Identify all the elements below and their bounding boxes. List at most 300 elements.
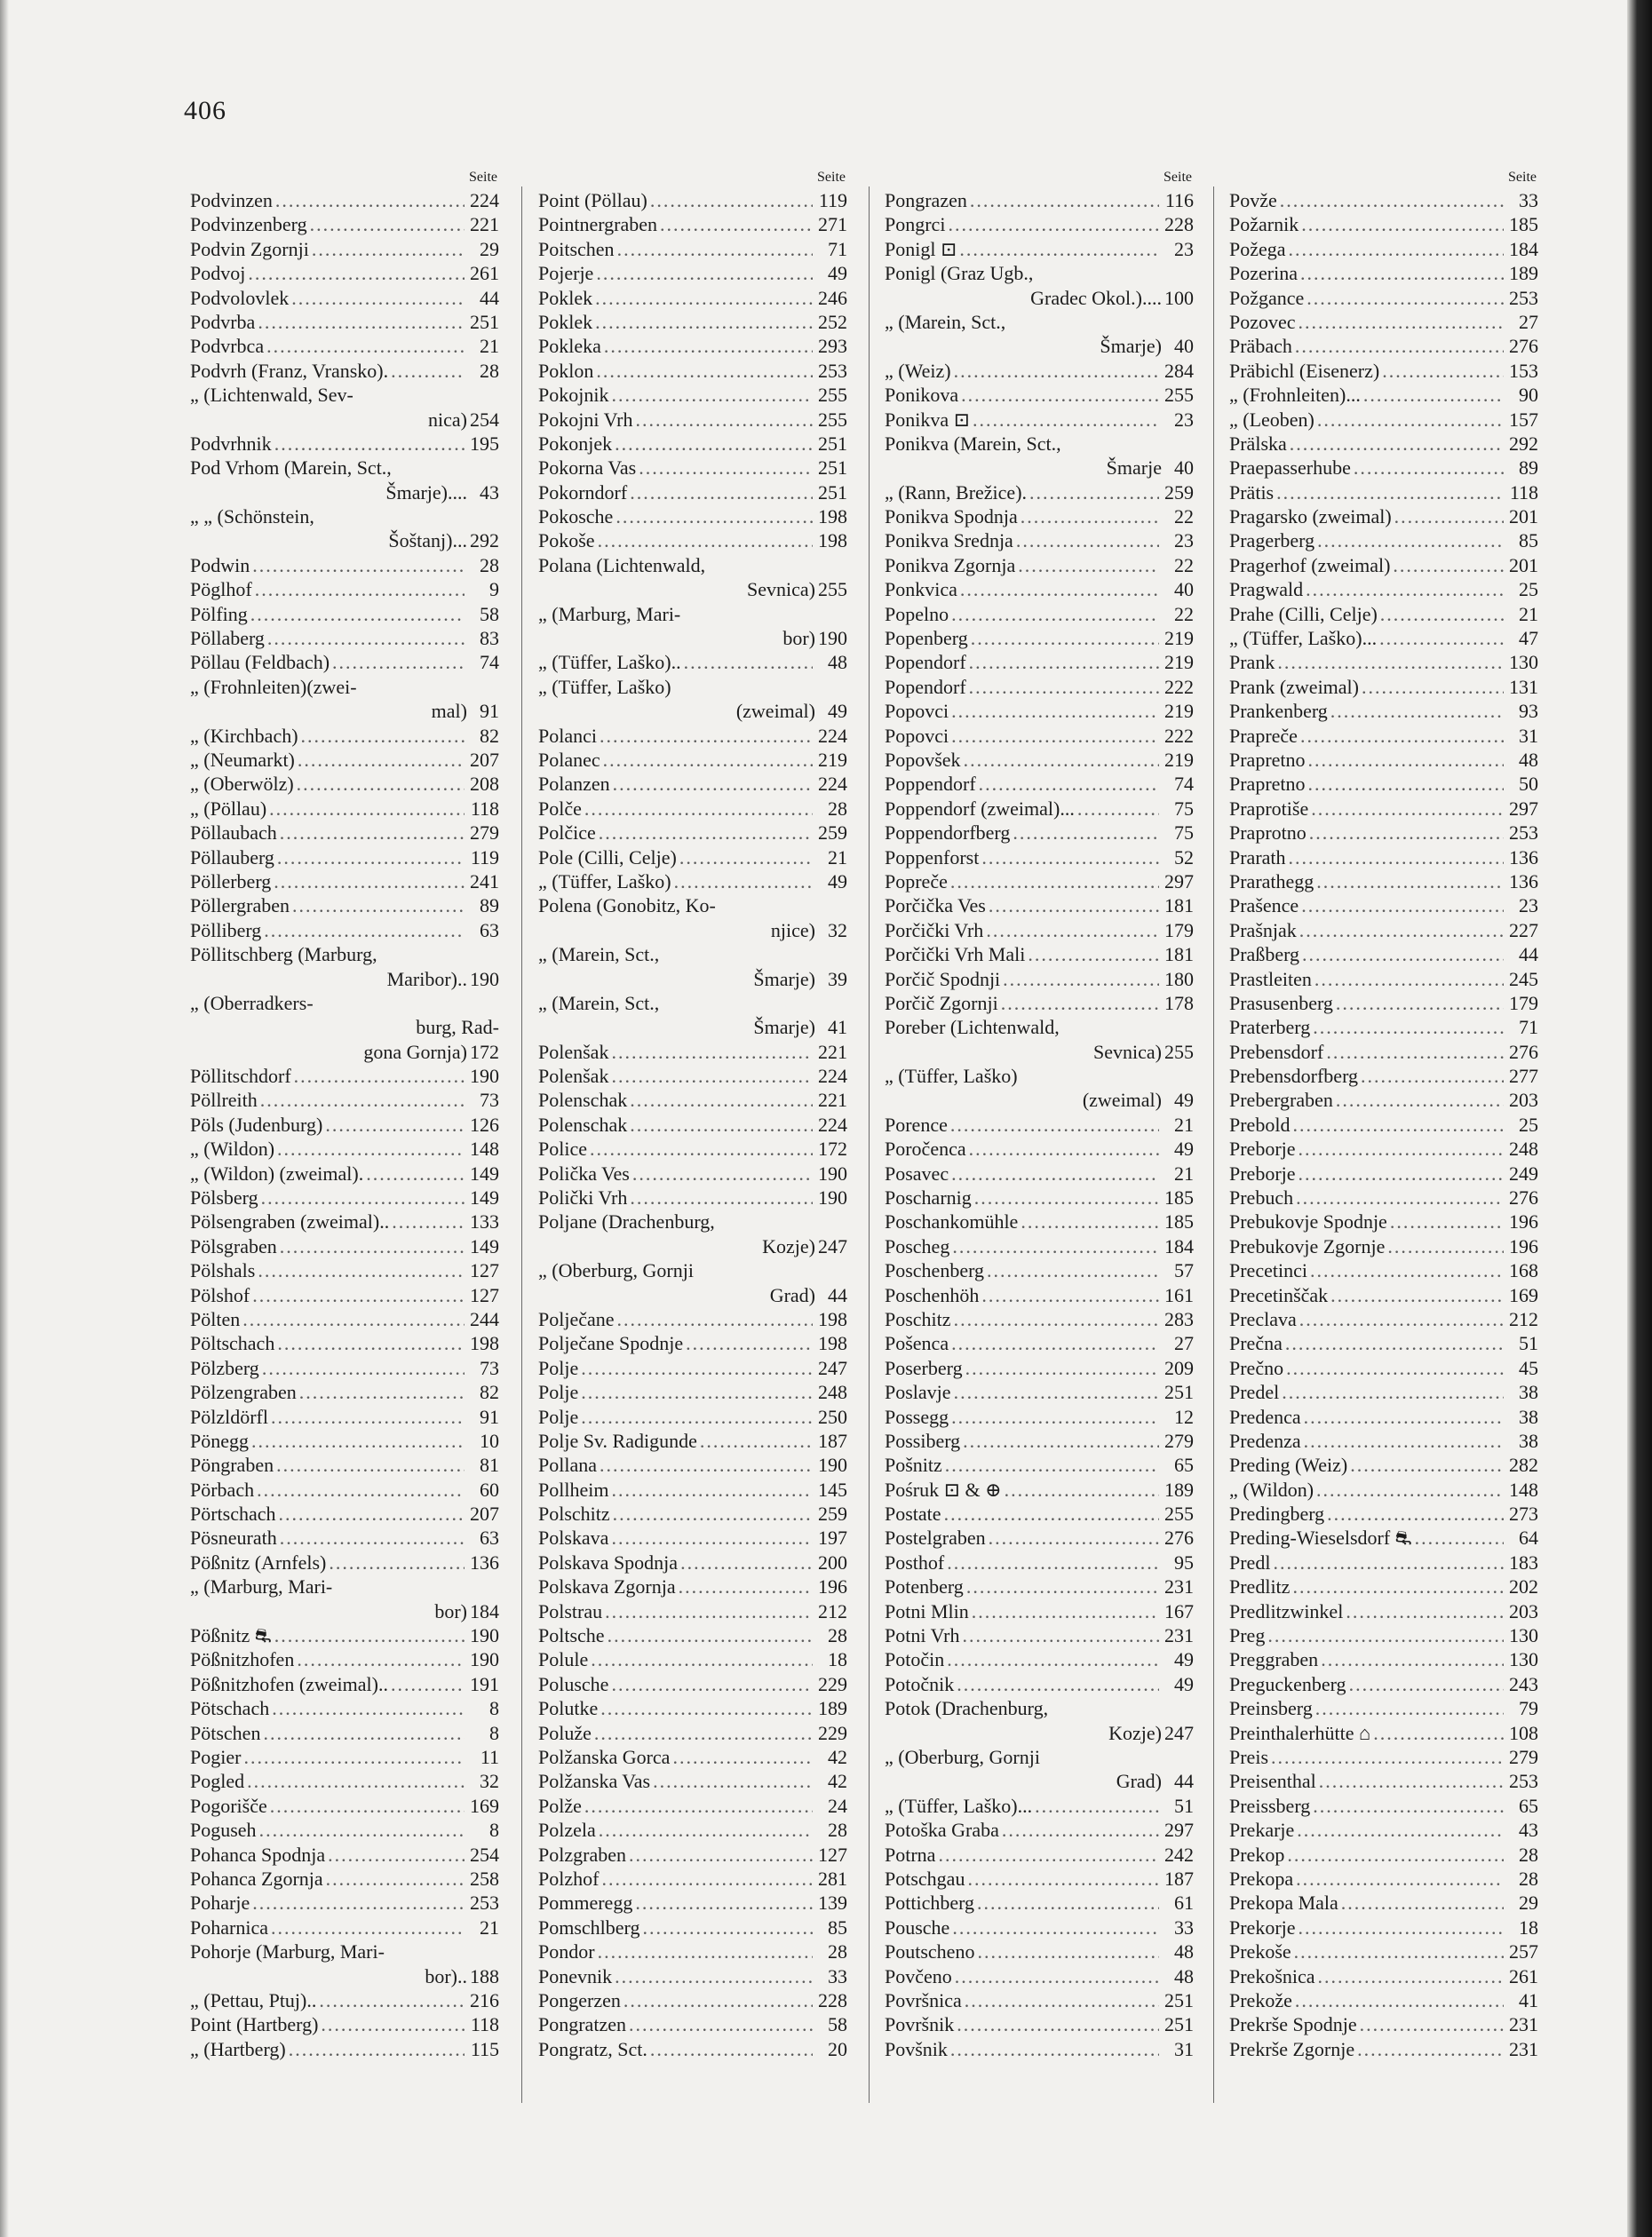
entry-name: Prečna bbox=[1229, 1332, 1283, 1355]
entry-page: 57 bbox=[1174, 1259, 1194, 1282]
leader-dots bbox=[961, 383, 1159, 407]
leader-dots bbox=[639, 456, 813, 480]
entry-page: 8 bbox=[489, 1819, 499, 1842]
entry-name: Prekorje bbox=[1229, 1916, 1296, 1939]
entry-name: „ (Neumarkt) bbox=[190, 748, 295, 771]
entry-page: 271 bbox=[818, 213, 847, 236]
leader-dots bbox=[700, 1429, 813, 1453]
index-entry bbox=[885, 1210, 1194, 1234]
index-entry bbox=[190, 408, 499, 432]
index-column-4 bbox=[1229, 167, 1538, 2061]
entry-name: Praprotiše bbox=[1229, 797, 1309, 820]
leader-dots bbox=[242, 1307, 465, 1331]
index-entry bbox=[190, 456, 499, 480]
leader-dots bbox=[1336, 1088, 1504, 1112]
leader-dots bbox=[650, 2037, 813, 2061]
entry-name: Polje bbox=[538, 1381, 579, 1404]
entry-page: 201 bbox=[1509, 505, 1538, 528]
entry-name: Possegg bbox=[885, 1405, 949, 1428]
entry-name: Potrna bbox=[885, 1843, 936, 1866]
leader-dots bbox=[1301, 212, 1504, 236]
index-entry bbox=[190, 237, 499, 261]
leader-dots bbox=[1300, 724, 1504, 748]
entry-page: 126 bbox=[470, 1113, 499, 1136]
leader-dots bbox=[275, 188, 465, 212]
index-entry bbox=[885, 869, 1194, 893]
leader-dots bbox=[1021, 1210, 1159, 1234]
entry-page: 22 bbox=[1174, 505, 1194, 528]
index-entry bbox=[190, 1647, 499, 1671]
entry-name: Prečno bbox=[1229, 1356, 1284, 1379]
entry-page: 247 bbox=[818, 1234, 847, 1257]
leader-dots bbox=[969, 650, 1159, 674]
leader-dots bbox=[1299, 1916, 1504, 1940]
entry-name: Pragerhof (zweimal) bbox=[1229, 553, 1391, 576]
entry-name: Pozerina bbox=[1229, 262, 1298, 285]
index-entry bbox=[538, 237, 847, 261]
leader-dots bbox=[604, 334, 813, 358]
index-entry bbox=[885, 893, 1194, 917]
leader-dots bbox=[1315, 1696, 1504, 1720]
entry-name: Pohorje (Marburg, Mari- bbox=[190, 1940, 385, 1963]
index-column-3 bbox=[885, 167, 1194, 2061]
leader-dots bbox=[277, 845, 465, 869]
leader-dots bbox=[1393, 553, 1504, 577]
entry-page: 38 bbox=[1519, 1405, 1538, 1428]
entry-name: Pöllitschberg (Marburg, bbox=[190, 943, 377, 966]
index-entry bbox=[538, 286, 847, 310]
leader-dots bbox=[960, 577, 1159, 601]
index-entry bbox=[190, 1210, 499, 1234]
index-entry bbox=[190, 1721, 499, 1745]
leader-dots bbox=[600, 724, 813, 748]
leader-dots bbox=[1267, 1623, 1504, 1647]
entry-page: 61 bbox=[1174, 1892, 1194, 1915]
leader-dots bbox=[1304, 1405, 1504, 1429]
index-entry bbox=[1229, 797, 1538, 821]
index-entry bbox=[1229, 310, 1538, 334]
entry-page: 100 bbox=[1164, 286, 1194, 309]
index-entry bbox=[1229, 1405, 1538, 1429]
index-entry bbox=[885, 212, 1194, 236]
leader-dots bbox=[952, 1234, 1159, 1258]
entry-page: 48 bbox=[1174, 1964, 1194, 1987]
leader-dots bbox=[584, 1794, 813, 1818]
index-entry bbox=[190, 602, 499, 626]
leader-dots bbox=[1285, 1331, 1504, 1355]
index-entry bbox=[1229, 1283, 1538, 1307]
leader-dots bbox=[1299, 310, 1504, 334]
index-entry bbox=[538, 1405, 847, 1429]
index-entry bbox=[538, 1599, 847, 1623]
leader-dots bbox=[630, 1113, 813, 1137]
entry-page: 283 bbox=[1164, 1307, 1194, 1330]
leader-dots bbox=[1035, 1794, 1159, 1818]
index-entry bbox=[885, 1818, 1194, 1842]
entry-name: Požgance bbox=[1229, 286, 1305, 309]
index-entry bbox=[1229, 650, 1538, 674]
entry-page: 243 bbox=[1509, 1672, 1538, 1695]
entry-name: Pole (Cilli, Celje) bbox=[538, 845, 677, 869]
index-entry bbox=[885, 1964, 1194, 1988]
index-entry bbox=[1229, 1988, 1538, 2012]
entry-name: Prekopa Mala bbox=[1229, 1892, 1338, 1915]
index-entry bbox=[1229, 1526, 1538, 1550]
leader-dots bbox=[276, 1453, 465, 1477]
entry-name: Porčič Spodnji bbox=[885, 967, 1001, 990]
leader-dots bbox=[259, 1818, 465, 1842]
leader-dots bbox=[945, 1453, 1159, 1477]
leader-dots bbox=[1390, 1210, 1504, 1234]
entry-page: 73 bbox=[480, 1089, 499, 1112]
index-entry bbox=[885, 650, 1194, 674]
entry-name: Pöllauberg bbox=[190, 845, 274, 869]
entry-name: Ponikva (Marein, Sct., bbox=[885, 432, 1061, 455]
leader-dots bbox=[297, 772, 465, 796]
entry-name: Pongrci bbox=[885, 213, 946, 236]
entry-page: 38 bbox=[1519, 1381, 1538, 1404]
entry-name: Pogier bbox=[190, 1746, 242, 1768]
entry-name: Preborje bbox=[1229, 1138, 1296, 1161]
entry-page: 191 bbox=[470, 1672, 499, 1695]
index-entry bbox=[1229, 1623, 1538, 1647]
entry-name: Pollheim bbox=[538, 1478, 609, 1501]
leader-dots bbox=[1321, 1647, 1504, 1671]
leader-dots bbox=[595, 310, 813, 334]
entry-name: Prank (zweimal) bbox=[1229, 675, 1359, 698]
leader-dots bbox=[608, 1623, 813, 1647]
entry-page: 219 bbox=[1164, 627, 1194, 650]
index-entry bbox=[538, 432, 847, 456]
entry-name: Prahe (Cilli, Celje) bbox=[1229, 602, 1378, 625]
leader-dots bbox=[1013, 821, 1159, 845]
index-entry bbox=[1229, 212, 1538, 236]
index-entry bbox=[190, 845, 499, 869]
leader-dots bbox=[611, 383, 813, 407]
entry-page: 44 bbox=[828, 1283, 847, 1306]
entry-name: Prapreče bbox=[1229, 724, 1298, 747]
entry-name: „ (Frohnleiten)(zwei- bbox=[190, 675, 357, 698]
index-entry bbox=[190, 286, 499, 310]
index-entry bbox=[538, 212, 847, 236]
index-entry bbox=[1229, 2012, 1538, 2036]
entry-page: 196 bbox=[1509, 1234, 1538, 1257]
entry-page: 91 bbox=[480, 1405, 499, 1428]
entry-page: 231 bbox=[1164, 1624, 1194, 1647]
entry-name: „ (Oberradkers- bbox=[190, 991, 314, 1014]
entry-name: „ (Pöllau) bbox=[190, 797, 267, 820]
entry-name: Pöllau (Feldbach) bbox=[190, 651, 330, 674]
index-entry bbox=[190, 772, 499, 796]
leader-dots bbox=[1313, 1794, 1504, 1818]
index-entry bbox=[190, 1405, 499, 1429]
entry-page: 251 bbox=[1164, 1381, 1194, 1404]
entry-page: 212 bbox=[1509, 1307, 1538, 1330]
index-entry bbox=[1229, 577, 1538, 601]
entry-name: „ (Tüffer, Laško) bbox=[538, 869, 671, 892]
entry-name: Pośruk ⊡ & ⊕ bbox=[885, 1478, 1002, 1501]
leader-dots bbox=[1360, 2012, 1504, 2036]
index-entry bbox=[190, 359, 499, 383]
index-entry bbox=[885, 1453, 1194, 1477]
entry-page: 22 bbox=[1174, 553, 1194, 576]
index-entry bbox=[538, 991, 847, 1015]
entry-page: 33 bbox=[828, 1964, 847, 1987]
index-entry bbox=[885, 1137, 1194, 1161]
leader-dots bbox=[599, 821, 813, 845]
index-entry bbox=[885, 261, 1194, 285]
entry-page: 255 bbox=[818, 384, 847, 407]
leader-dots bbox=[630, 1186, 813, 1210]
leader-dots bbox=[277, 1331, 465, 1355]
entry-name: Površnica bbox=[885, 1988, 962, 2011]
entry-name: „ (Rann, Brežice). bbox=[885, 480, 1028, 504]
entry-name: Poschitz bbox=[885, 1307, 951, 1330]
index-entry bbox=[885, 845, 1194, 869]
index-entry bbox=[190, 1113, 499, 1137]
entry-page: 297 bbox=[1164, 869, 1194, 892]
entry-page: 116 bbox=[1164, 189, 1194, 211]
index-entry bbox=[885, 553, 1194, 577]
seite-header: Seite bbox=[1164, 170, 1192, 185]
entry-page: 119 bbox=[470, 845, 499, 869]
leader-dots bbox=[1354, 456, 1504, 480]
entry-name: Ponikva Srednja bbox=[885, 529, 1013, 552]
entry-page: 71 bbox=[1519, 1016, 1538, 1039]
entry-page: 202 bbox=[1509, 1575, 1538, 1598]
entry-name: Prekarje bbox=[1229, 1819, 1295, 1842]
entry-page: 190 bbox=[470, 1065, 499, 1088]
index-entry bbox=[1229, 1210, 1538, 1234]
entry-name: Praprotno bbox=[1229, 821, 1307, 845]
index-entry bbox=[538, 1891, 847, 1915]
page-number: 406 bbox=[184, 96, 226, 125]
entry-page: 255 bbox=[1164, 1503, 1194, 1526]
index-entry bbox=[885, 1721, 1194, 1745]
entry-page: 276 bbox=[1509, 1186, 1538, 1210]
entry-name: Polschitz bbox=[538, 1503, 610, 1526]
index-entry bbox=[885, 699, 1194, 723]
leader-dots bbox=[332, 650, 465, 674]
entry-page: 115 bbox=[470, 2037, 499, 2060]
entry-page: 25 bbox=[1519, 1113, 1538, 1136]
entry-page: 259 bbox=[1164, 480, 1194, 504]
entry-name: Predl bbox=[1229, 1551, 1271, 1574]
index-entry bbox=[885, 1623, 1194, 1647]
entry-page: 207 bbox=[470, 1503, 499, 1526]
index-entry bbox=[1229, 1551, 1538, 1575]
entry-name: Pöllreith bbox=[190, 1089, 258, 1112]
entry-name: Kozje) bbox=[1108, 1721, 1162, 1744]
entry-page: 71 bbox=[828, 237, 847, 260]
index-entry bbox=[1229, 1843, 1538, 1867]
index-entry bbox=[1229, 456, 1538, 480]
leader-dots bbox=[974, 1186, 1159, 1210]
entry-page: 93 bbox=[1519, 700, 1538, 723]
index-entry bbox=[538, 1088, 847, 1112]
index-entry bbox=[538, 748, 847, 772]
entry-page: 227 bbox=[1509, 918, 1538, 941]
entry-page: 181 bbox=[1164, 894, 1194, 917]
entry-name: Polže bbox=[538, 1794, 582, 1817]
entry-name: Potočnik bbox=[885, 1672, 955, 1695]
entry-page: 292 bbox=[1509, 432, 1538, 455]
entry-page: 282 bbox=[1509, 1454, 1538, 1477]
index-entry bbox=[538, 1015, 847, 1039]
entry-page: 276 bbox=[1509, 1040, 1538, 1063]
index-entry bbox=[190, 1891, 499, 1915]
leader-dots bbox=[271, 1916, 465, 1940]
index-entry bbox=[1229, 942, 1538, 966]
leader-dots bbox=[1336, 991, 1504, 1015]
leader-dots bbox=[1302, 942, 1504, 966]
entry-name: Pogorišče bbox=[190, 1794, 267, 1817]
entry-name: Pousche bbox=[885, 1916, 950, 1939]
index-entry bbox=[190, 1502, 499, 1526]
leader-dots bbox=[967, 1867, 1159, 1891]
entry-name: Podvrbca bbox=[190, 335, 265, 358]
entry-name: „ (Lichtenwald, Sev- bbox=[190, 384, 353, 407]
entry-name: „ (Marein, Sct., bbox=[885, 310, 1006, 333]
entry-name: Precetinščak bbox=[1229, 1283, 1329, 1306]
entry-name: Prebensdorfberg bbox=[1229, 1065, 1358, 1088]
entry-name: Potschgau bbox=[885, 1867, 965, 1890]
entry-page: 49 bbox=[828, 262, 847, 285]
entry-name: „ (Tüffer, Laško).. bbox=[538, 651, 681, 674]
entry-name: Poreber (Lichtenwald, bbox=[885, 1016, 1060, 1039]
seite-header: Seite bbox=[1508, 170, 1537, 185]
entry-name: Polžanska Vas bbox=[538, 1770, 651, 1793]
leader-dots bbox=[629, 2012, 813, 2036]
entry-name: Polječane bbox=[538, 1307, 615, 1330]
index-entry bbox=[1229, 967, 1538, 991]
entry-page: 119 bbox=[818, 189, 847, 211]
index-entry bbox=[538, 2037, 847, 2061]
entry-page: 90 bbox=[1519, 384, 1538, 407]
leader-dots bbox=[979, 772, 1159, 796]
leader-dots bbox=[280, 1526, 465, 1550]
index-entry bbox=[1229, 261, 1538, 285]
entry-name: Pötschach bbox=[190, 1697, 270, 1720]
index-entry bbox=[538, 1283, 847, 1307]
entry-name: Prekopa bbox=[1229, 1867, 1294, 1890]
entry-page: 118 bbox=[1509, 480, 1538, 504]
index-entry bbox=[1229, 528, 1538, 552]
entry-name: Posthof bbox=[885, 1551, 945, 1574]
entry-name: Pölsengraben (zweimal).. bbox=[190, 1210, 390, 1234]
leader-dots bbox=[252, 1283, 465, 1307]
leader-dots bbox=[247, 1769, 465, 1793]
leader-dots bbox=[686, 1331, 813, 1355]
leader-dots bbox=[1296, 1867, 1504, 1891]
index-entry bbox=[1229, 821, 1538, 845]
index-entry bbox=[1229, 1088, 1538, 1112]
index-entry bbox=[885, 1745, 1194, 1769]
index-entry bbox=[885, 504, 1194, 528]
leader-dots bbox=[596, 359, 813, 383]
leader-dots bbox=[1002, 1818, 1159, 1842]
entry-page: 189 bbox=[1509, 262, 1538, 285]
entry-page: 187 bbox=[818, 1429, 847, 1452]
leader-dots bbox=[965, 1356, 1159, 1380]
entry-name: Polička Ves bbox=[538, 1162, 630, 1185]
entry-page: 40 bbox=[1174, 578, 1194, 601]
entry-name: Podvolovlek bbox=[190, 286, 290, 309]
leader-dots bbox=[951, 724, 1159, 748]
leader-dots bbox=[629, 1843, 813, 1867]
leader-dots bbox=[1319, 1769, 1504, 1793]
leader-dots bbox=[1299, 918, 1504, 942]
entry-page: 297 bbox=[1164, 1819, 1194, 1842]
leader-dots bbox=[274, 432, 465, 456]
index-entry bbox=[190, 1234, 499, 1258]
entry-page: 196 bbox=[818, 1575, 847, 1598]
entry-name: Popenberg bbox=[885, 627, 968, 650]
entry-name: Požarnik bbox=[1229, 213, 1299, 236]
entry-name: Poppendorf bbox=[885, 773, 976, 796]
entry-page: 219 bbox=[1164, 748, 1194, 771]
entry-name: Polanzen bbox=[538, 773, 610, 796]
entry-name: Polžanska Gorca bbox=[538, 1746, 671, 1768]
entry-page: 27 bbox=[1174, 1332, 1194, 1355]
entry-page: 281 bbox=[818, 1867, 847, 1890]
leader-dots bbox=[248, 261, 465, 285]
entry-name: Šmarje) bbox=[753, 967, 815, 990]
entry-page: 253 bbox=[470, 1892, 499, 1915]
leader-dots bbox=[1311, 797, 1504, 821]
entry-name: Maribor).. bbox=[386, 967, 467, 990]
index-entry bbox=[1229, 553, 1538, 577]
index-entry bbox=[538, 797, 847, 821]
entry-page: 48 bbox=[828, 651, 847, 674]
entry-page: 187 bbox=[1164, 1867, 1194, 1890]
entry-name: Polče bbox=[538, 797, 582, 820]
entry-name: Precetinci bbox=[1229, 1259, 1307, 1282]
entry-page: 74 bbox=[1174, 773, 1194, 796]
leader-dots bbox=[590, 1137, 813, 1161]
entry-page: 28 bbox=[828, 1624, 847, 1647]
index-entry bbox=[885, 1696, 1194, 1720]
index-entry bbox=[885, 1088, 1194, 1112]
leader-dots bbox=[632, 1162, 813, 1186]
leader-dots bbox=[1308, 748, 1504, 772]
entry-name: Pottichberg bbox=[885, 1892, 975, 1915]
leader-dots bbox=[325, 1113, 465, 1137]
entry-page: 198 bbox=[818, 1307, 847, 1330]
index-column-1 bbox=[190, 167, 499, 2061]
leader-dots bbox=[1299, 1137, 1504, 1161]
entry-name: Poutscheno bbox=[885, 1940, 975, 1963]
entry-name: Popendorf bbox=[885, 651, 966, 674]
leader-dots bbox=[969, 675, 1159, 699]
entry-page: 23 bbox=[1174, 237, 1194, 260]
entry-page: 44 bbox=[1174, 1770, 1194, 1793]
entry-page: 29 bbox=[1519, 1892, 1538, 1915]
index-entry bbox=[1229, 869, 1538, 893]
entry-page: 91 bbox=[480, 700, 499, 723]
index-entry bbox=[1229, 1040, 1538, 1064]
entry-name: Grad) bbox=[769, 1283, 815, 1306]
entry-page: 27 bbox=[1519, 310, 1538, 333]
leader-dots bbox=[635, 1891, 813, 1915]
index-entry bbox=[885, 1113, 1194, 1137]
index-entry bbox=[190, 1137, 499, 1161]
entry-name: Porčički Vrh bbox=[885, 918, 984, 941]
entry-name: Podvinzen bbox=[190, 189, 273, 211]
entry-page: 248 bbox=[818, 1381, 847, 1404]
leader-dots bbox=[957, 2012, 1159, 2036]
entry-name: burg, Rad- bbox=[416, 1016, 499, 1039]
